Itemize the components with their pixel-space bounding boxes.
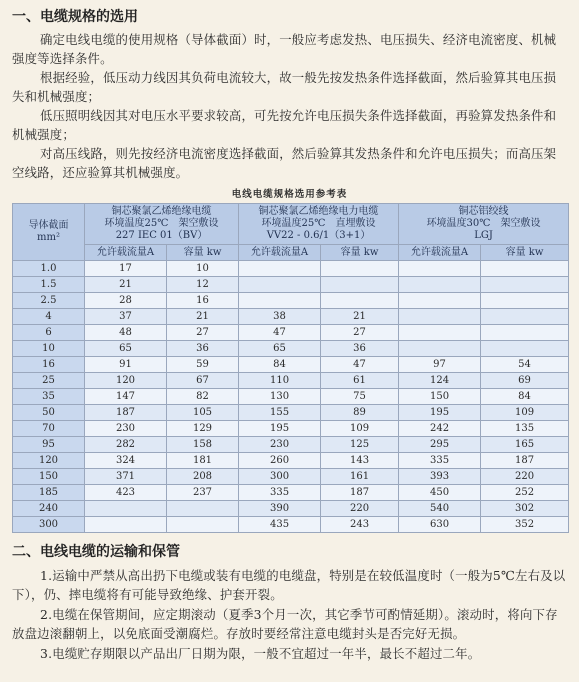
table-header-row <box>13 204 569 245</box>
current-cell: 124 <box>399 373 481 389</box>
section1-paragraph-3: 低压照明线因其对电压水平要求较高，可先按允许电压损失条件选择截面，再验算发热条件和机械强度； <box>12 108 557 142</box>
capacity-cell <box>481 341 569 357</box>
size-cell: 240 <box>13 501 85 517</box>
capacity-cell: 302 <box>481 501 569 517</box>
section2-paragraph-2: 2.电缆在保管期间，应定期滚动（夏季3个月一次，其它季节可酌情延期）。滚动时，将向下存放盘边滚翻朝上，以免底面受潮腐烂。存放时要经常注意电缆封头是否完好无损。 <box>12 607 558 641</box>
capacity-cell: 61 <box>321 373 399 389</box>
capacity-cell: 36 <box>167 341 239 357</box>
table-title: 电线电缆规格选用参考表 <box>231 189 348 200</box>
capacity-cell: 158 <box>167 437 239 453</box>
size-cell: 10 <box>13 341 85 357</box>
current-cell: 230 <box>239 437 321 453</box>
current-cell: 435 <box>239 517 321 533</box>
current-cell: 17 <box>85 261 167 277</box>
subheader-capacity: 容量 kw <box>481 245 569 261</box>
capacity-cell: 67 <box>167 373 239 389</box>
capacity-cell <box>321 277 399 293</box>
capacity-cell: 47 <box>321 357 399 373</box>
capacity-cell: 12 <box>167 277 239 293</box>
table-row <box>13 373 569 389</box>
current-cell: 195 <box>399 405 481 421</box>
capacity-cell <box>321 293 399 309</box>
table-row <box>13 405 569 421</box>
group-header-lgj <box>399 204 569 245</box>
capacity-cell: 109 <box>321 421 399 437</box>
capacity-cell <box>167 517 239 533</box>
size-cell: 150 <box>13 469 85 485</box>
table-row <box>13 469 569 485</box>
capacity-cell: 54 <box>481 357 569 373</box>
capacity-cell: 84 <box>481 389 569 405</box>
section1-paragraph-1: 确定电线电缆的使用规格（导体截面）时，一般应考虑发热、电压损失、经济电流密度、机械强度等选择条件。 <box>12 32 557 66</box>
size-cell: 2.5 <box>13 293 85 309</box>
size-cell: 16 <box>13 357 85 373</box>
size-cell: 50 <box>13 405 85 421</box>
current-cell: 260 <box>239 453 321 469</box>
current-cell: 335 <box>239 485 321 501</box>
current-cell: 84 <box>239 357 321 373</box>
capacity-cell: 125 <box>321 437 399 453</box>
current-cell: 130 <box>239 389 321 405</box>
table-row <box>13 357 569 373</box>
capacity-cell: 21 <box>321 309 399 325</box>
group-bv-name: 铜芯聚氯乙烯绝缘电缆 <box>111 206 212 217</box>
capacity-cell: 82 <box>167 389 239 405</box>
capacity-cell <box>481 309 569 325</box>
capacity-cell: 143 <box>321 453 399 469</box>
capacity-cell: 21 <box>167 309 239 325</box>
current-cell: 540 <box>399 501 481 517</box>
current-cell: 65 <box>85 341 167 357</box>
table-row <box>13 277 569 293</box>
table-row <box>13 485 569 501</box>
current-cell: 65 <box>239 341 321 357</box>
current-cell <box>239 277 321 293</box>
group-bv-model: 227 IEC 01（BV） <box>115 230 208 241</box>
current-cell: 300 <box>239 469 321 485</box>
current-cell: 242 <box>399 421 481 437</box>
current-cell: 324 <box>85 453 167 469</box>
group-lgj-model: LGJ <box>474 230 493 241</box>
capacity-cell: 187 <box>321 485 399 501</box>
capacity-cell: 243 <box>321 517 399 533</box>
current-cell <box>399 325 481 341</box>
current-cell: 97 <box>399 357 481 373</box>
table-row <box>13 501 569 517</box>
current-cell <box>85 517 167 533</box>
capacity-cell: 352 <box>481 517 569 533</box>
current-cell: 147 <box>85 389 167 405</box>
current-cell: 335 <box>399 453 481 469</box>
table-subheader-row <box>13 245 569 261</box>
current-cell: 155 <box>239 405 321 421</box>
group-lgj-name: 铜芯铝绞线 <box>458 206 509 217</box>
size-cell: 4 <box>13 309 85 325</box>
group-vv22-model: VV22 - 0.6/1（3+1） <box>266 230 371 241</box>
current-cell: 150 <box>399 389 481 405</box>
capacity-cell: 109 <box>481 405 569 421</box>
current-cell: 120 <box>85 373 167 389</box>
size-cell: 120 <box>13 453 85 469</box>
current-cell <box>399 341 481 357</box>
current-cell: 38 <box>239 309 321 325</box>
current-cell <box>399 309 481 325</box>
subheader-current: 允许载流量A <box>239 245 321 261</box>
table-row <box>13 389 569 405</box>
capacity-cell: 220 <box>481 469 569 485</box>
capacity-cell: 36 <box>321 341 399 357</box>
table-row <box>13 437 569 453</box>
size-cell: 6 <box>13 325 85 341</box>
section2-paragraph-3: 3.电缆贮存期限以产品出厂日期为限，一般不宜超过一年半，最长不超过二年。 <box>40 646 481 661</box>
size-cell: 35 <box>13 389 85 405</box>
capacity-cell <box>481 325 569 341</box>
current-cell: 230 <box>85 421 167 437</box>
group-vv22-name: 铜芯聚氯乙烯绝缘电力电缆 <box>258 206 379 217</box>
subheader-capacity: 容量 kw <box>321 245 399 261</box>
size-cell: 185 <box>13 485 85 501</box>
size-cell: 70 <box>13 421 85 437</box>
capacity-cell: 69 <box>481 373 569 389</box>
capacity-cell: 208 <box>167 469 239 485</box>
section1-title: 一、电缆规格的选用 <box>12 9 138 25</box>
current-cell: 371 <box>85 469 167 485</box>
size-header <box>13 204 85 261</box>
current-cell: 187 <box>85 405 167 421</box>
section2-title: 二、电线电缆的运输和保管 <box>12 544 180 560</box>
current-cell: 630 <box>399 517 481 533</box>
current-cell <box>239 293 321 309</box>
current-cell: 450 <box>399 485 481 501</box>
section1-paragraph-4: 对高压线路，则先按经济电流密度选择截面，然后验算其发热条件和允许电压损失；而高压架空线路，还应验算其机械强度。 <box>12 146 557 180</box>
capacity-cell: 16 <box>167 293 239 309</box>
table-body <box>13 261 569 533</box>
capacity-cell <box>167 501 239 517</box>
capacity-cell <box>481 293 569 309</box>
table-row <box>13 421 569 437</box>
capacity-cell: 165 <box>481 437 569 453</box>
size-cell: 95 <box>13 437 85 453</box>
subheader-current: 允许载流量A <box>399 245 481 261</box>
capacity-cell: 237 <box>167 485 239 501</box>
capacity-cell: 59 <box>167 357 239 373</box>
current-cell: 21 <box>85 277 167 293</box>
capacity-cell: 181 <box>167 453 239 469</box>
capacity-cell: 220 <box>321 501 399 517</box>
capacity-cell <box>321 261 399 277</box>
subheader-current: 允许载流量A <box>85 245 167 261</box>
group-lgj-condition: 环境温度30℃ 架空敷设 <box>426 218 541 229</box>
table-row <box>13 325 569 341</box>
current-cell: 195 <box>239 421 321 437</box>
current-cell: 91 <box>85 357 167 373</box>
group-header-bv <box>85 204 239 245</box>
current-cell: 28 <box>85 293 167 309</box>
table-row <box>13 453 569 469</box>
size-header-label: 导体截面 <box>28 220 69 231</box>
current-cell: 282 <box>85 437 167 453</box>
capacity-cell: 135 <box>481 421 569 437</box>
table-row <box>13 517 569 533</box>
table-row <box>13 309 569 325</box>
current-cell: 393 <box>399 469 481 485</box>
capacity-cell: 89 <box>321 405 399 421</box>
current-cell <box>85 501 167 517</box>
capacity-cell: 10 <box>167 261 239 277</box>
current-cell: 48 <box>85 325 167 341</box>
capacity-cell: 105 <box>167 405 239 421</box>
current-cell: 47 <box>239 325 321 341</box>
cable-spec-table <box>12 203 569 533</box>
size-cell: 25 <box>13 373 85 389</box>
capacity-cell: 187 <box>481 453 569 469</box>
capacity-cell <box>481 277 569 293</box>
table-row <box>13 293 569 309</box>
capacity-cell: 75 <box>321 389 399 405</box>
capacity-cell: 161 <box>321 469 399 485</box>
current-cell: 110 <box>239 373 321 389</box>
size-cell: 1.5 <box>13 277 85 293</box>
current-cell: 295 <box>399 437 481 453</box>
capacity-cell: 129 <box>167 421 239 437</box>
size-header-unit: mm² <box>37 232 60 243</box>
capacity-cell: 27 <box>167 325 239 341</box>
capacity-cell: 252 <box>481 485 569 501</box>
current-cell <box>239 261 321 277</box>
section2-paragraph-1: 1.运输中严禁从高出扔下电缆或装有电缆的电缆盘，特别是在较低温度时（一般为5℃左右及以下），仍、摔电缆将有可能导致绝缘、护套开裂。 <box>12 568 566 602</box>
table-row <box>13 261 569 277</box>
capacity-cell: 27 <box>321 325 399 341</box>
current-cell: 423 <box>85 485 167 501</box>
capacity-cell <box>481 261 569 277</box>
size-cell: 300 <box>13 517 85 533</box>
subheader-capacity: 容量 kw <box>167 245 239 261</box>
size-cell: 1.0 <box>13 261 85 277</box>
group-bv-condition: 环境温度25℃ 架空敷设 <box>104 218 219 229</box>
current-cell: 390 <box>239 501 321 517</box>
current-cell <box>399 277 481 293</box>
current-cell <box>399 293 481 309</box>
group-header-vv22 <box>239 204 399 245</box>
section1-paragraph-2: 根据经验，低压动力线因其负荷电流较大，故一般先按发热条件选择截面，然后验算其电压损失和机械强度； <box>12 70 557 104</box>
group-vv22-condition: 环境温度25℃ 直埋敷设 <box>261 218 376 229</box>
table-row <box>13 341 569 357</box>
current-cell: 37 <box>85 309 167 325</box>
current-cell <box>399 261 481 277</box>
